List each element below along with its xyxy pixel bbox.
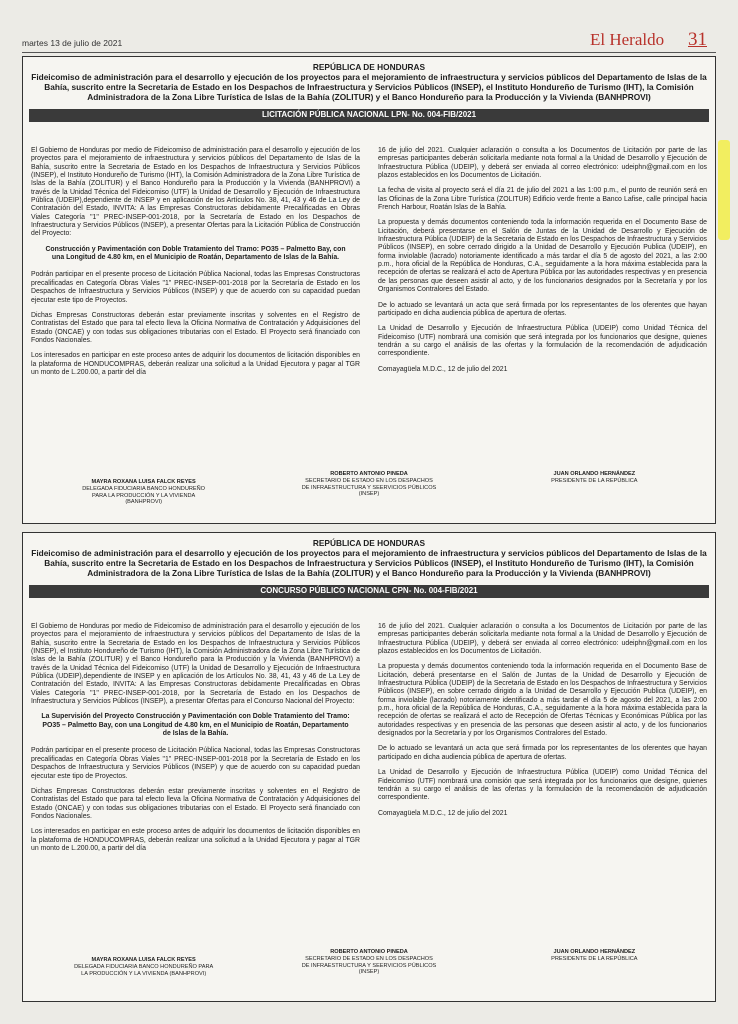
notice-header [23,533,715,579]
republic-title: REPÚBLICA DE HONDURAS [312,62,426,72]
signatory-insep: ROBERTO ANTONIO PINEDA SECRETARIO DE ESTADO EN LOS DESPACHOS DE INFRAESTRUCTURA Y SEERVICIOS PÚBLICOS (INSEP) [301,949,437,976]
clarification-paragraph: 16 de julio del 2021. Cualquier aclaración o consulta a los Documentos de Licitación por parte de las empresas participantes deberán solicitarla mediante nota formal a la Unidad de Desarrollo y Ejecución de Infraestructura Pública (UDEIP), y deberá ser enviada al correo electrónico: udeiphn@gmail.com en los plazos establecidos en los Documentos de Licitación. [378,147,707,180]
concurso-notice [22,532,716,1002]
commission-paragraph: La Unidad de Desarrollo y Ejecución de Infraestructura Pública (UDEIP) como Unidad Técnica del Fideicomiso (UTF) nombrará una comisión que será integrada por los funcionarios que designe, quienes tendrán a su cargo el análisis de las ofertas y la formulación de la recomendación de adjudicación correspondiente. [378,769,707,802]
commission-paragraph: La Unidad de Desarrollo y Ejecución de Infraestructura Pública (UDEIP) como Unidad Técnica del Fideicomiso (UTF) nombrará una comisión que será integrada por los funcionarios que designe, quienes tendrán a su cargo el análisis de las ofertas y la formulación de la recomendación de adjudicación correspondiente. [378,325,707,358]
notice-body [31,147,707,384]
signatory-banhprovi: MAYRA ROXANA LUISA FALCK REYES DELEGADA FIDUCIARIA BANCO HONDUREÑO PARA LA PRODUCCIÓN Y LA VIVIENDA (BANHPROVI) [74,957,214,977]
signatory-president: JUAN ORLANDO HERNÁNDEZ PRESIDENTE DE LA REPÚBLICA [551,949,638,962]
intro-paragraph: El Gobierno de Honduras por medio de Fideicomiso de administración para el desarrollo y ejecución de los proyectos para el mejoramiento de infraestructura y servicios públicos del Departamento de Islas de la Bahía, suscrito entre la Secretaria de Estado en los Despachos de Infraestructura y Servicios Públicos (INSEP), el Instituto Hondureño de Turismo (IHT), la Comisión Administradora de la Zona Libre Turística de Islas de la Bahía (ZOLITUR) y el Banco Hondureño para la Producción y la Vivienda (BANHPROVI) a través de la Unidad Técnica del Fideicomiso (UTF) la Unidad de Desarrollo y Ejecución de Infraestructura Pública (UDEIP),dependiente de INSEP y en aplicación de los Artículos No. 38, 41, 43 y 46 de La Ley de Contratación del Estado, INVITA: A las Empresas Constructoras debidamente Precalificadas en Obras Viales Categoría "1" PREC-INSEP-001-2018, por la Secretaría de Estado en los Despachos de Infraestructura y Servicios Públicos (INSEP), a presentar Ofertas para la Licitación Pública de Construcción del Proyecto: [31,147,360,238]
licitacion-notice [22,56,716,524]
signature-block [31,471,707,506]
notice-header [23,57,715,103]
minutes-paragraph: De lo actuado se levantará un acta que será firmada por los representantes de los oferentes que hayan participado en dicha audiencia pública de apertura de ofertas. [378,745,707,761]
left-column [31,623,360,860]
registration-paragraph: Dichas Empresas Constructoras deberán estar previamente inscritas y solventes en el Registro de Contratistas del Estado que para tal efecto lleva la Oficina Normativa de Contratación y Adquisiciones del Estado (ONCAE) y con todas sus obligaciones tributarias con el Estado. El Proyecto será financiado con Fondos Nacionales. [31,787,360,820]
page-number: 31 [688,29,707,50]
place-date: Comayagüela M.D.C., 12 de julio del 2021 [378,809,508,817]
project-title: La Supervisión del Proyecto Construcción y Pavimentación con Doble Tratamiento del Tramo: PO35 – Palmetto Bay, con una Longitud de 4.80 km, en el Municipio de Roatán, Departamento de Islas de la Bahía. [41,713,350,738]
submission-paragraph: La propuesta y demás documentos conteniendo toda la información requerida en el Documento Base de Licitación, deberá presentarse en el Salón de Juntas de la Unidad de Desarrollo y Ejecución de Infraestructura Pública (UDEIP) de la Secretaria de Estado en los Despachos de Infraestructura y Servicios Públicos (INSEP), en sobre cerrado dirigido a la Unidad de Desarrollo y Ejecución Publica (UDEIP), en forma inviolable (lacrado) notoriamente identificado a más tardar el día 5 de agosto del 2021, a las 2:00 p.m., hora oficial de la República de Honduras, C.A., seguidamente a la hora máxima establecida para la recepción de ofertas se realizará el acto de Apertura Pública por las autoridades respectivas y en presencia de las personas que deseen asistir al acto, y de los funcionarios designados por la Secretaría y por los Organismos Contralores del Estado. [378,219,707,294]
left-column [31,147,360,384]
tender-banner: CONCURSO PÚBLICO NACIONAL CPN- No. 004-FIB/2021 [29,585,709,598]
project-title: Construcción y Pavimentación con Doble Tratamiento del Tramo: PO35 – Palmetto Bay, con una Longitud de 4.80 km, en el Municipio de Roatán, Departamento de Islas de la Bahía. [45,245,346,262]
notice-body [31,623,707,860]
signatory-banhprovi: MAYRA ROXANA LUISA FALCK REYES DELEGADA FIDUCIARIA BANCO HONDUREÑO PARA LA PRODUCCIÓN Y LA VIVIENDA (BANHPROVI) [82,479,206,506]
registration-paragraph: Dichas Empresas Constructoras deberán estar previamente inscritas y solventes en el Registro de Contratistas del Estado que para tal efecto lleva la Oficina Normativa de Contratación y Adquisiciones del Estado (ONCAE) y con todas sus obligaciones tributarias con el Estado. El Proyecto será financiado con Fondos Nacionales. [31,311,360,344]
signatory-insep: ROBERTO ANTONIO PINEDA SECRETARIO DE ESTADO EN LOS DESPACHOS DE INFRAESTRUCTURA Y SEERVICIOS PÚBLICOS (INSEP) [301,471,437,498]
signatory-president: JUAN ORLANDO HERNÁNDEZ PRESIDENTE DE LA REPÚBLICA [551,471,638,484]
issue-date: martes 13 de julio de 2021 [22,38,123,48]
header-rule [22,52,716,53]
signature-block [31,949,707,977]
place-date: Comayagüela M.D.C., 12 de julio del 2021 [378,365,508,373]
documents-paragraph: Los interesados en participar en este proceso antes de adquirir los documentos de licitación disponibles en la plataforma de HONDUCOMPRAS, deberán realizar una solicitud a la Unidad Ejecutora y pagar al TGR un monto de L.200.00, a partir del día [31,828,360,852]
newspaper-logo: El Heraldo [590,30,665,49]
tender-banner: LICITACIÓN PÚBLICA NACIONAL LPN- No. 004-FIB/2021 [29,109,709,122]
right-column [378,147,707,384]
intro-paragraph: El Gobierno de Honduras por medio de Fideicomiso de administración para el desarrollo y ejecución de los proyectos para el mejoramiento de infraestructura y servicios públicos del Departamento de Islas de la Bahía, suscrito entre la Secretaria de Estado en los Despachos de Infraestructura y Servicios Públicos (INSEP), el Instituto Hondureño de Turismo (IHT), la Comisión Administradora de la Zona Libre Turística de Islas de la Bahía (ZOLITUR) y el Banco Hondureño para la Producción y la Vivienda (BANHPROVI) a través de la Unidad Técnica del Fideicomiso (UTF) la Unidad de Desarrollo y Ejecución de Infraestructura Pública (UDEIP),dependiente de INSEP y en aplicación de los Artículos No. 38, 41, 43 y 46 de La Ley de Contratación del Estado, INVITA: A las Empresas Constructoras debidamente Precalificadas en Obras Viales Categoría "1" PREC-INSEP-001-2018, por la Secretaría de Estado en los Despachos de Infraestructura y Servicios Públicos (INSEP), a presentar Ofertas para el Concurso Nacional del Proyecto: [31,623,360,706]
highlighter-mark [718,140,730,240]
page-masthead [0,0,738,54]
submission-paragraph: La propuesta y demás documentos conteniendo toda la información requerida en el Documento Base de Licitación, deberá presentarse en el Salón de Juntas de la Unidad de Desarrollo y Ejecución de Infraestructura Pública (UDEIP) de la Secretaria de Estado en los Despachos de Infraestructura y Servicios Públicos (INSEP), en sobre cerrado dirigido a la Unidad de Desarrollo y Ejecución Publica (UDEIP), en forma inviolable (lacrado) notoriamente identificado a más tardar el día 5 de agosto del 2021, a las 2:00 p.m., hora oficial de la República de Honduras, C.A., seguidamente a la hora máxima establecida para la recepción de ofertas se realizará el acto de Recepción de Ofertas Técnicas y Económicas Pública por las autoridades respectivas y en presencia de las personas que deseen asistir al acto, y de los funcionarios designados por la Secretaría y por los Organismos Contralores del Estado. [378,663,707,738]
trust-heading: Fideicomiso de administración para el desarrollo y ejecución de los proyectos para el mejoramiento de infraestructura y servicios públicos del Departamento de Islas de la Bahía, suscrito entre la Secretaria de Estado en los Despachos de Infraestructura y Servicios Públicos (INSEP), el Instituto Hondureño de Turismo (IHT), la Comisión Administradora de la Zona Libre Turística de Islas de la Bahía (ZOLITUR) y el Banco Hondureño para la Producción y la Vivienda (BANHPROVI) [31,72,707,103]
republic-title: REPÚBLICA DE HONDURAS [312,538,426,548]
eligibility-paragraph: Podrán participar en el presente proceso de Licitación Pública Nacional, todas las Empresas Constructoras precalificadas en Categoría Obras Viales "1" PREC-INSEP-001-2018 por la Secretaría de Estado en los Despachos de Infraestructura y Servicios Públicos (INSEP) y que de acuerdo con su capacidad puedan ejecutar este tipo de Proyectos. [31,747,360,780]
clarification-paragraph: 16 de julio del 2021. Cualquier aclaración o consulta a los Documentos de Licitación por parte de las empresas participantes deberán solicitarla mediante nota formal a la Unidad de Desarrollo y Ejecución de Infraestructura Pública (UDEIP), y deberá ser enviada al correo electrónico: udeiphn@gmail.com en los plazos establecidos en los Documentos de Licitación. [378,623,707,656]
site-visit-paragraph: La fecha de visita al proyecto será el día 21 de julio del 2021 a las 1:00 p.m., el punto de reunión será en las Oficinas de la Zona Libre Turística (ZOLITUR) Edificio verde frente a Banco Lafise, calle principal hacia French Harbour, Roatán Islas de la Bahía. [378,187,707,212]
minutes-paragraph: De lo actuado se levantará un acta que será firmada por los representantes de los oferentes que hayan participado en dicha audiencia pública de apertura de ofertas. [378,301,707,317]
trust-heading: Fideicomiso de administración para el desarrollo y ejecución de los proyectos para el mejoramiento de infraestructura y servicios públicos del Departamento de Islas de la Bahía, suscrito entre la Secretaria de Estado en los Despachos de Infraestructura y Servicios Públicos (INSEP), el Instituto Hondureño de Turismo (IHT), la Comisión Administradora de la Zona Libre Turística de Islas de la Bahía (ZOLITUR) y el Banco Hondureño para la Producción y la Vivienda (BANHPROVI) [31,548,707,579]
right-column [378,623,707,860]
documents-paragraph: Los interesados en participar en este proceso antes de adquirir los documentos de licitación disponibles en la plataforma de HONDUCOMPRAS, deberán realizar una solicitud a la Unidad Ejecutora y pagar al TGR un monto de L.200.00, a partir del día [31,352,360,376]
eligibility-paragraph: Podrán participar en el presente proceso de Licitación Pública Nacional, todas las Empresas Constructoras precalificadas en Categoría Obras Viales "1" PREC-INSEP-001-2018 por la Secretaría de Estado en los Despachos de Infraestructura y Servicios Públicos (INSEP) y que de acuerdo con su capacidad puedan ejecutar este tipo de Proyectos. [31,271,360,304]
